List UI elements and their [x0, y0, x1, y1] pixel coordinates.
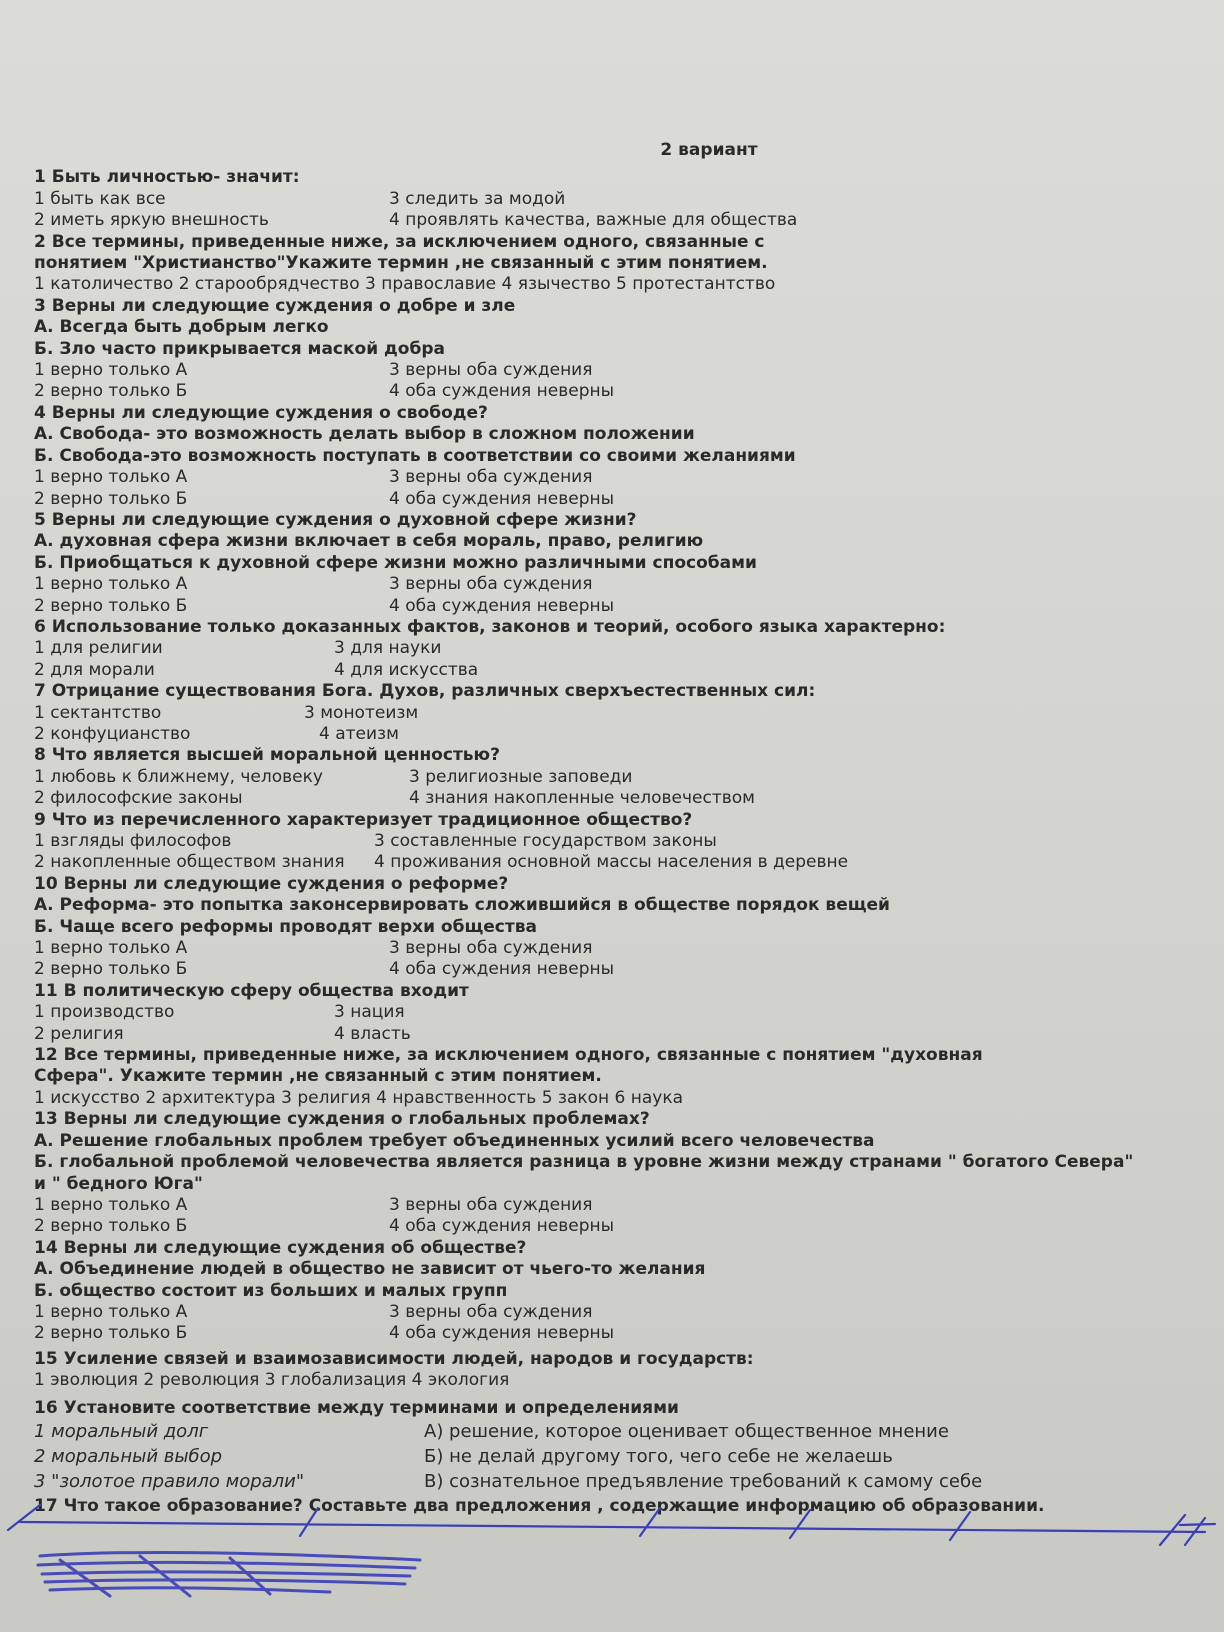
- question-10: [34, 874, 1194, 981]
- question-2: [34, 232, 1194, 296]
- answer-option: 1 взгляды философов: [34, 831, 232, 851]
- statement-a: А. Реформа- это попытка законсервировать сложившийся в обществе порядок вещей: [34, 895, 890, 916]
- statement-a: А. Свобода- это возможность делать выбор в сложном положении: [34, 424, 695, 445]
- answer-option: 3 верны оба суждения: [389, 574, 593, 595]
- answer-option: 4 оба суждения неверны: [389, 488, 615, 509]
- question-text: 10 Верны ли следующие суждения о реформе?: [34, 873, 509, 894]
- answer-option: 4 проявлять качества, важные для общества: [389, 210, 798, 231]
- answer-option: 1 верно только А: [34, 938, 188, 959]
- question-13: [34, 1109, 1194, 1237]
- answer-option: 3 религиозные заповеди: [409, 766, 633, 787]
- answer-option: 3 верны оба суждения: [389, 1301, 593, 1322]
- variant-title: 2 вариант: [660, 140, 758, 160]
- match-definition: А) решение, которое оценивает общественное мнение: [424, 1420, 949, 1442]
- match-term: 2 моральный выбор: [34, 1445, 223, 1467]
- answer-option: 4 оба суждения неверны: [389, 959, 615, 980]
- question-text: 12 Все термины, приведенные ниже, за исключением одного, связанные с понятием "духовная Сфера". Укажите термин ,не связанный с этим понятием.: [34, 1045, 983, 1087]
- answer-option: 4 оба суждения неверны: [389, 595, 615, 616]
- answer-option: 4 власть: [334, 1023, 411, 1044]
- answer-option: 1 верно только А: [34, 467, 188, 488]
- question-8: [34, 745, 1194, 809]
- question-text: 3 Верны ли следующие суждения о добре и зле: [34, 295, 516, 316]
- question-7: [34, 681, 1194, 745]
- answer-options-inline: 1 эволюция 2 революция 3 глобализация 4 экология: [34, 1370, 510, 1391]
- question-1: [34, 167, 1194, 231]
- answer-option: 4 проживания основной массы населения в деревне: [374, 852, 849, 873]
- question-5: [34, 510, 1194, 617]
- answer-option: 1 верно только А: [34, 360, 188, 381]
- question-text: 7 Отрицание существования Бога. Духов, различных сверхъестественных сил:: [34, 681, 816, 702]
- question-text: 9 Что из перечисленного характеризует традиционное общество?: [34, 809, 693, 830]
- match-definition: Б) не делай другому того, чего себе не желаешь: [424, 1445, 893, 1467]
- statement-b: Б. Зло часто прикрывается маской добра: [34, 338, 445, 359]
- answer-option: 2 верно только Б: [34, 595, 188, 616]
- answer-option: 3 следить за модой: [389, 188, 566, 209]
- answer-option: 1 быть как все: [34, 188, 166, 209]
- question-text: 16 Установите соответствие между терминами и определениями: [34, 1397, 679, 1418]
- question-text: 15 Усиление связей и взаимозависимости людей, народов и государств:: [34, 1348, 754, 1369]
- statement-a: А. Всегда быть добрым легко: [34, 317, 329, 338]
- answer-option: 2 философские законы: [34, 788, 243, 809]
- answer-option: 1 верно только А: [34, 1301, 188, 1322]
- statement-a: А. Объединение людей в общество не зависит от чьего-то желания: [34, 1259, 706, 1280]
- answer-option: 3 верны оба суждения: [389, 1194, 593, 1215]
- question-17: [34, 1496, 1194, 1517]
- answer-option: 4 атеизм: [319, 723, 399, 744]
- answer-option: 2 конфуцианство: [34, 723, 191, 744]
- answer-option: 2 верно только Б: [34, 1323, 188, 1344]
- answer-option: 2 верно только Б: [34, 381, 188, 402]
- answer-option: 1 верно только А: [34, 574, 188, 595]
- answer-option: 3 верны оба суждения: [389, 467, 593, 488]
- question-text: 11 В политическую сферу общества входит: [34, 980, 469, 1001]
- test-sheet: [34, 140, 1194, 1517]
- answer-option: 3 для науки: [334, 638, 442, 659]
- answer-option: 3 нация: [334, 1002, 405, 1023]
- answer-option: 1 производство: [34, 1002, 175, 1023]
- question-3: [34, 296, 1194, 403]
- answer-option: 1 сектантство: [34, 702, 162, 723]
- answer-option: 2 иметь яркую внешность: [34, 210, 269, 231]
- question-4: [34, 403, 1194, 510]
- statement-b: Б. Чаще всего реформы проводят верхи общества: [34, 916, 537, 937]
- answer-option: 1 для религии: [34, 638, 163, 659]
- match-term: 3 "золотое правило морали": [34, 1470, 305, 1492]
- question-11: [34, 981, 1194, 1045]
- answer-option: 2 религия: [34, 1023, 124, 1044]
- answer-option: 2 верно только Б: [34, 1216, 188, 1237]
- statement-a: А. Решение глобальных проблем требует объединенных усилий всего человечества: [34, 1130, 875, 1151]
- statement-b: Б. Свобода-это возможность поступать в соответствии со своими желаниями: [34, 445, 796, 466]
- question-12: [34, 1045, 1194, 1109]
- question-text: 8 Что является высшей моральной ценностью?: [34, 745, 500, 766]
- answer-option: 2 верно только Б: [34, 488, 188, 509]
- statement-b: Б. глобальной проблемой человечества является разница в уровне жизни между странами " богатого Севера" и " бедного Юга": [34, 1152, 1134, 1194]
- answer-option: 2 накопленные обществом знания: [34, 852, 345, 873]
- answer-option: 1 любовь к ближнему, человеку: [34, 766, 323, 787]
- answer-option: 4 оба суждения неверны: [389, 381, 615, 402]
- answer-option: 3 верны оба суждения: [389, 938, 593, 959]
- answer-option: 3 верны оба суждения: [389, 360, 593, 381]
- answer-option: 3 монотеизм: [304, 702, 419, 723]
- answer-option: 4 оба суждения неверны: [389, 1216, 615, 1237]
- question-text: 14 Верны ли следующие суждения об обществе?: [34, 1237, 527, 1258]
- answer-option: 2 верно только Б: [34, 959, 188, 980]
- question-16: [34, 1398, 1194, 1494]
- answer-option: 4 оба суждения неверны: [389, 1323, 615, 1344]
- question-14: [34, 1238, 1194, 1345]
- question-15: [34, 1349, 1194, 1392]
- question-text: 5 Верны ли следующие суждения о духовной сфере жизни?: [34, 509, 637, 530]
- answer-option: 3 составленные государством законы: [374, 831, 717, 851]
- statement-a: А. духовная сфера жизни включает в себя мораль, право, религию: [34, 531, 704, 552]
- answer-options-inline: 1 католичество 2 старообрядчество 3 православие 4 язычество 5 протестантство: [34, 274, 776, 295]
- answer-option: 1 верно только А: [34, 1194, 188, 1215]
- match-definition: В) сознательное предъявление требований к самому себе: [424, 1470, 983, 1492]
- question-text: 17 Что такое образование? Составьте два предложения , содержащие информацию об образовании.: [34, 1495, 1045, 1516]
- answer-option: 4 для искусства: [334, 659, 479, 680]
- question-9: [34, 810, 1194, 874]
- statement-b: Б. Приобщаться к духовной сфере жизни можно различными способами: [34, 552, 757, 573]
- question-text: 2 Все термины, приведенные ниже, за исключением одного, связанные с понятием "Христианство"Укажите термин ,не связанный с этим понятием.: [34, 231, 768, 274]
- question-text: 4 Верны ли следующие суждения о свободе?: [34, 402, 488, 423]
- answer-option: 2 для морали: [34, 659, 155, 680]
- question-text: 13 Верны ли следующие суждения о глобальных проблемах?: [34, 1109, 650, 1130]
- question-text: 6 Использование только доказанных фактов, законов и теорий, особого языка характерно:: [34, 616, 946, 637]
- match-term: 1 моральный долг: [34, 1420, 209, 1442]
- answer-options-inline: 1 искусство 2 архитектура 3 религия 4 нравственность 5 закон 6 наука: [34, 1087, 684, 1108]
- question-text: 1 Быть личностью- значит:: [34, 167, 300, 188]
- answer-option: 4 знания накопленные человечеством: [409, 788, 755, 809]
- statement-b: Б. общество состоит из больших и малых групп: [34, 1280, 508, 1301]
- question-6: [34, 617, 1194, 681]
